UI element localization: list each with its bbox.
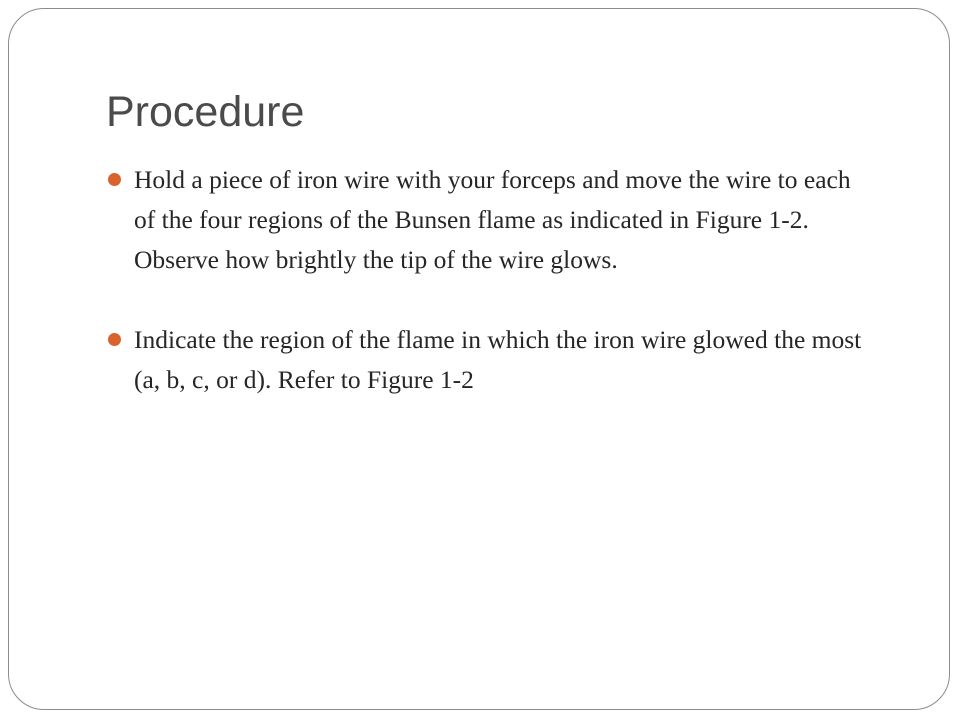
slide-title: Procedure: [106, 88, 305, 136]
bullet-text: Hold a piece of iron wire with your forceps and move the wire to each of the four regions of the Bunsen flame as indicated in Figure 1-2. Observe how brightly the tip of the wire glows.: [134, 165, 851, 274]
bullet-text: Indicate the region of the flame in which the iron wire glowed the most (a, b, c, or d). Refer to Figure 1-2: [134, 325, 862, 394]
bullet-dot-icon: [108, 173, 121, 186]
bullet-item: [106, 160, 866, 280]
bullet-dot-icon: [108, 333, 121, 346]
bullet-item: [106, 320, 866, 400]
bullet-list: [106, 160, 866, 400]
